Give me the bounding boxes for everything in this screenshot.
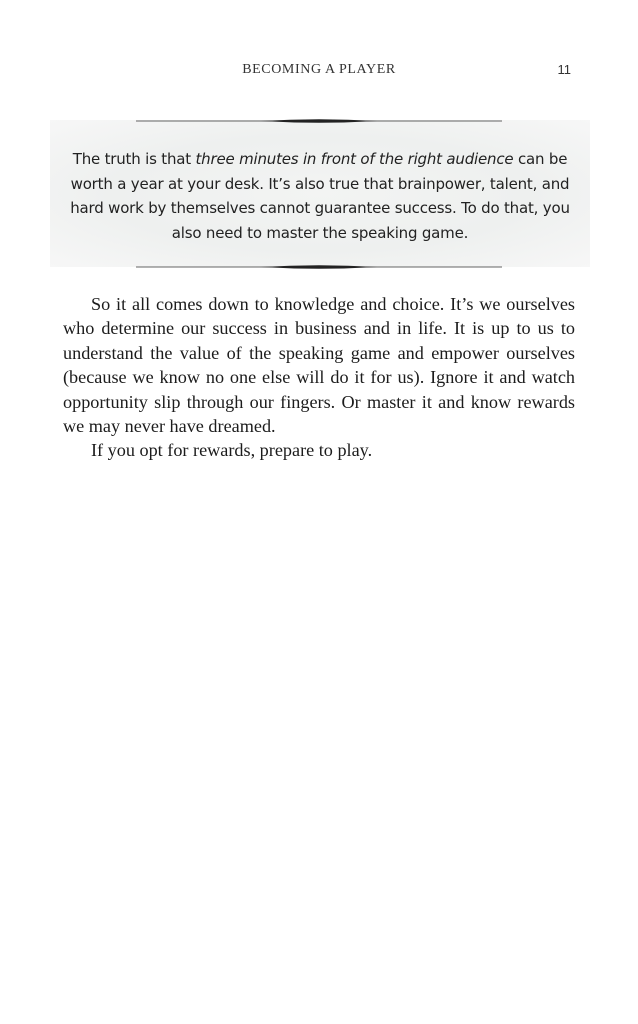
running-head-title: BECOMING A PLAYER: [242, 62, 396, 77]
running-head: [0, 62, 638, 82]
pull-quote-text: [64, 147, 576, 245]
pull-quote-text-end: can be worth a year at your desk. It’s also true that brainpower, talent, and hard work by themselves cannot guarantee success. To do that, you also need to master the speaking game.: [70, 150, 570, 242]
page-number: 11: [557, 62, 571, 77]
body-paragraph-1: So it all comes down to knowledge and choice. It’s we ourselves who determine our success in business and in life. It is up to us to understand the value of the speaking game and empower ourselves (because we know no one else will do it for us). Ignore it and watch opportunity slip through our fingers. Or master it and know rewards we may never have dreamed.: [63, 294, 575, 437]
body-paragraph-2: If you opt for rewards, prepare to play.: [91, 440, 373, 461]
ornamental-rule-top: [136, 116, 502, 126]
pull-quote-emphasis: three minutes in front of the right audience: [195, 150, 514, 168]
pull-quote-box: [50, 120, 590, 267]
pull-quote-text-start: The truth is that: [72, 150, 196, 168]
body-text: [63, 292, 575, 463]
ornamental-rule-bottom: [136, 262, 502, 272]
